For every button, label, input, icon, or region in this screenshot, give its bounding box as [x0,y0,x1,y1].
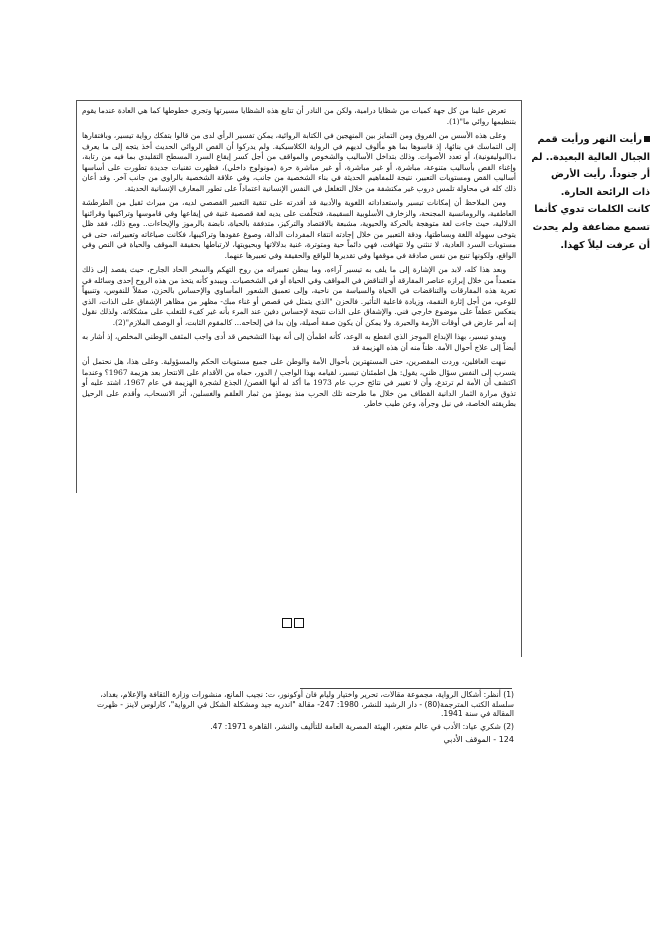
sidebar-quote-first-text: رأيت النهر ورأيت قمم الجبال العالية البعيدة.. لم أر جنوداً. رأيت الأرض ذات الرائحة الحارة. [531,134,650,198]
paragraph-4: وبعد هذا كله، لابد من الإشارة إلى ما يلف به تيسير آراءه، وما يبطن تعبيراته من روح التهكم والسخر الحاد الجارح، حيث يقصد إلى ذلك متعمداً من خلال إبرازه عناصر المفارقة أو التناقض في المواقف وفي الحياة أو في الشخصيات. وبيبدو كأنه يتخذ من هذه الروح إحدى وسائله في تعرية هذه المفارقات والتناقضات في الحياة والسياسة من ناحية، وإلى تعميق الشعور المأساوي والإحساس بالحزن، صقلاً للنفوس، وتنبيهاً للوعي، من أجل إثارة النقمة، وزيادة فاعلية التأثير. فالحزن "الذي يتمثل في قصص أو غناء مبك- مظهر من مظاهر الإشفاق على الذات، الذي ينعكس عطفاً على موضوع خارجي فني. والإشفاق على الذات نتيجة لإحساس دفين عند المرء بأنه غير كفء للتغلب على مشكلاته. ولذلك نقول إنه أمر عارض في أوقات الأزمة والحيرة. ولا يمكن أن يكون صفة أصيلة، وإن بدا في إلحاحه... كالمقوم الثابت، أو الوصف الملازم"(2). [82,265,516,327]
sidebar-quote [530,131,650,254]
paragraph-3: ومن الملاحظ أن إمكانات تيسير واستعداداته اللغوية والأدبية قد أقدرته على تنقية التعبير القصصي لديه، من ميراث ثقيل من الطرطشة العاطفية، والرومانسية المجنحة، والزخارف الأسلوبية السقيمة، فتخلّفت على يديه لغة قصصية غنية في إيقاعها وفي قاموسها وتراكيبها وقرائنها الدلالية، حيث جاءت لغة متوهجة بالحركة والحيوية، مشبعة بالاقتصاد والتركيز، متدفقة بالحياة، نابضة بالرموز والإيحاءات.. ومع ذلك، فقد ظل يتوخى سهولة اللغة وبساطتها، ودقة التعبير من خلال إجادته انتقاء المفردات الدالة، وصوغ عقودها وتراكيبها، فكانت صياغاته وتعبيراته، حتى في مستويات السرد العادية، لا تنثني ولا تتهافت، فهي دائماً حية ومتوترة، غنية بدلالاتها وبحيويتها، لارتباطها بحقيقة الموقف والحياة في النص وفي الواقع، ولكونها تنبع من نفس صادقة في موقفها وفي تقديرها للواقع والحقيقة وفي تعبيرها عنهما. [82,198,516,260]
section-end-mark [282,618,314,630]
sidebar-quote-second: كانت الكلمات تدوي كأنما تسمع مضاعفة ولم يحدث أن عرفت ليلاً كهذا. [532,204,650,251]
paragraph-6: نبهت الغافلين، وردت المقصرين، حتى المستهترين بأحوال الأمة والوطن على جميع مستويات الحكم والمسؤولية. وعلى هذا، هل نحتمل أن يتسرب إلى النفس سؤال ظني، يقول: هل اطمئنان تيسير، لقيامه بهذا الواجب / الدور، حماه من الأقدام على الانتحار بعد هزيمة 1967؟ وعندما اكتشف أن الأمة لم ترتدع، وأن لا تغيير في نتائج حرب عام 1973 ما أكد له أنها الغصن/ الجذع لشجرة الهزيمة في عام 1967، اشتد عليه أو تذوق مرارة الثمار الدانية القطاف من خلال ما طرحته تلك الحرب منذ يومئذٍ من ثمار العلقم والغسلين، أثر الانسحاب، وأقدم على الرحيل بطريقته الخاصة، في نبل وجرأة، وعن طيب خاطر. [82,357,516,408]
main-body [82,106,516,414]
paragraph-1: تعرض علينا من كل جهة كميات من شظايا درامية، ولكن من النادر أن تتابع هذه الشظايا مسيرتها وتجري خطوطها كما هي العادة عندما يقوم بتنظيمها روائي ما"(1). [82,106,516,126]
footnote-2: (2) شكري عياد: الأدب في عالم متغير، الهيئة المصرية العامة للتأليف والنشر، القاهرة 1971: 47. [210,721,514,731]
footnote-divider [300,688,512,689]
footnotes [82,690,514,748]
paragraph-2: وعلى هذه الأسس من الفروق ومن التمايز بين المنهجين في الكتابة الروائية، يمكن تفسير الرأي لدى من قالوا بتفكك رواية تيسير، وبافتقارها إلى التماسك في بنائها، إذ قاسوها بما هو مألوف لديهم في الرواية الكلاسيكية. ولم يدركوا أن القص الروائي الحديث أخذ يتجه إلى ما يعرف بـ(البوليفونية)، أو تعدد الأصوات. وذلك بتداخل الأساليب والشخوص والمواقف من أجل كسر إيقاع السرد المسطح التقليدي بما فيه من رتابة، وإغناء القص بأساليب متنوعة، مباشرة، أو غير مباشرة، أو غير مباشرة حرة (مونولوج داخلي)، فظهرت تقنيات جديدة تطورت على أساسها أساليب القص ومستويات التعبير، نتيجة للمفاهيم الحديثة في بناء الشخصية من جانب، وفي علاقة الشخصية بالراوي من جانب آخر. وقد أعان ذلك كله في محاولة تلمس دروب غير مكتشفة من خلال التغلغل في النفس الإنسانية اعتماداً على تطور المعارف الإنسانية الحديثة. [82,131,516,193]
square-ornament-icon [294,618,304,628]
page-number: 124 - الموقف الأدبي [443,735,514,744]
paragraph-5: ويبدو تيسير، بهذا الإبداع الموجز الذي انقطع به الوعد، كأنه اطمأن إلى أنه بهذا التشخيص قد أدى واجب المثقف الوطني المخلص، إذ أشار به أيضاً إلى علاج أحوال الأمة. ظناً منه أن هذه الهزيمة قد [82,332,516,352]
footnote-1: (1) أنظر: أشكال الرواية، مجموعة مقالات، تحرير واختيار وليام فان أوكونور، ت: نجيب المانع، منشورات وزارة الثقافة والإعلام، بغداد، سلسلة الكتب المترجمة(80) - دار الرشيد للنشر، 1980: 247- مقالة "اندريه جيد ومشكلة الشكل في الرواية"، كارلوس لاينز - ظهرت المقالة في سنة 1941. [96,690,514,718]
square-ornament-icon [282,618,292,628]
sidebar-quote-first [530,131,650,201]
square-bullet-icon [644,136,650,142]
